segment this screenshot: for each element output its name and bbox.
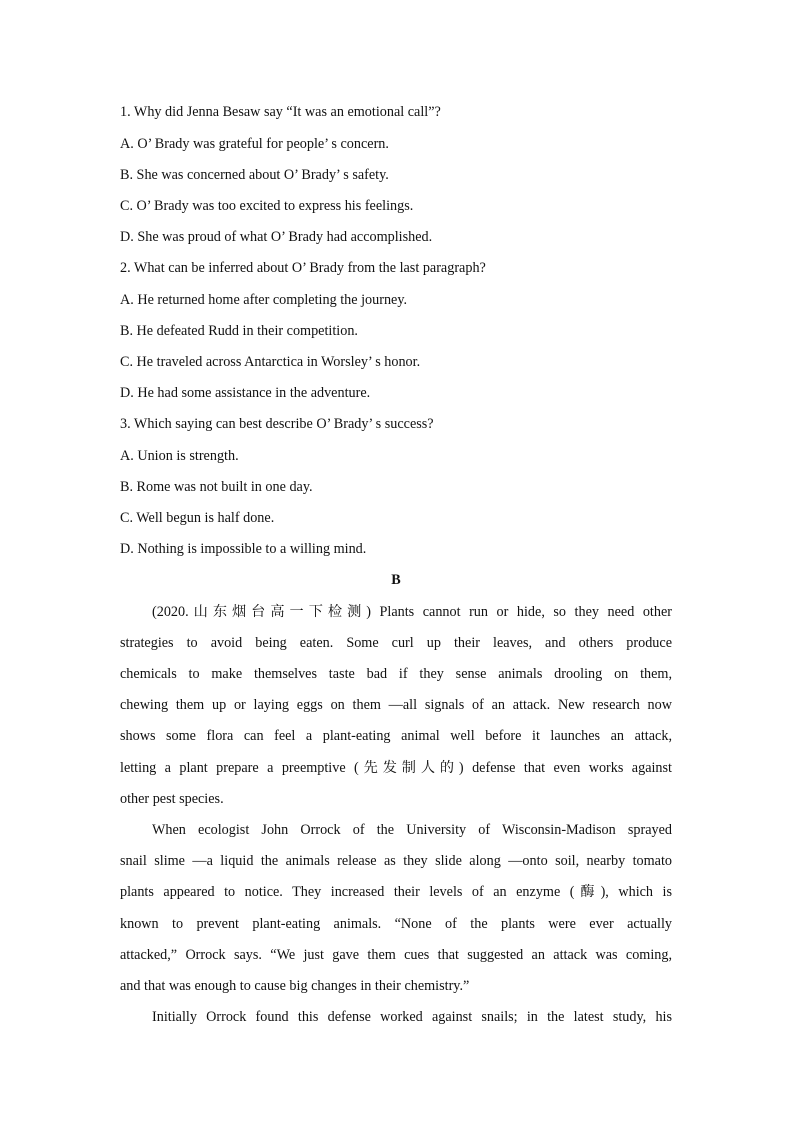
question-2-option-d: D. He had some assistance in the adventure. [120, 385, 371, 401]
question-2-option-b: B. He defeated Rudd in their competition. [120, 323, 358, 339]
paragraph-1-line-3: chemicals to make themselves taste bad if they sense animals drooling on them, [120, 666, 672, 682]
question-1-option-b: B. She was concerned about O’ Brady’ s safety. [120, 167, 389, 183]
question-1-option-c: C. O’ Brady was too excited to express his feelings. [120, 198, 414, 214]
paragraph-2-line-2: snail slime —a liquid the animals release as they slide along —onto soil, nearby tomato [120, 853, 672, 869]
question-1-option-d: D. She was proud of what O’ Brady had accomplished. [120, 229, 433, 245]
paragraph-1-line-5: shows some flora can feel a plant-eating animal well before it launches an attack, [120, 728, 672, 744]
question-1-stem: 1. Why did Jenna Besaw say “It was an emotional call”? [120, 104, 441, 120]
paragraph-1-line-7: other pest species. [120, 791, 224, 807]
question-3-option-a: A. Union is strength. [120, 448, 239, 464]
paragraph-1-line-6: letting a plant prepare a preemptive (先发制人的) defense that even works against [120, 760, 672, 776]
paragraph-2-line-5: attacked,” Orrock says. “We just gave them cues that suggested an attack was coming, [120, 947, 672, 963]
question-2-option-c: C. He traveled across Antarctica in Worsley’ s honor. [120, 354, 421, 370]
paragraph-2-line-4: known to prevent plant-eating animals. “None of the plants were ever actually [120, 916, 672, 932]
paragraph-1-line-4: chewing them up or laying eggs on them —all signals of an attack. New research now [120, 697, 672, 713]
question-2-option-a: A. He returned home after completing the journey. [120, 292, 408, 308]
question-2-stem: 2. What can be inferred about O’ Brady from the last paragraph? [120, 260, 486, 276]
question-3-option-b: B. Rome was not built in one day. [120, 479, 313, 495]
question-3-option-d: D. Nothing is impossible to a willing mind. [120, 541, 367, 557]
question-1-option-a: A. O’ Brady was grateful for people’ s concern. [120, 136, 389, 152]
paragraph-2-line-1: When ecologist John Orrock of the University of Wisconsin-Madison sprayed [152, 822, 672, 838]
paragraph-2-line-3: plants appeared to notice. They increased their levels of an enzyme (酶), which is [120, 884, 672, 900]
question-3-option-c: C. Well begun is half done. [120, 510, 275, 526]
paragraph-1-line-2: strategies to avoid being eaten. Some curl up their leaves, and others produce [120, 635, 672, 651]
passage-heading: B [391, 572, 401, 588]
paragraph-1-line-1: (2020.山东烟台高一下检测) Plants cannot run or hide, so they need other [152, 604, 672, 620]
paragraph-2-line-6: and that was enough to cause big changes in their chemistry.” [120, 978, 470, 994]
question-3-stem: 3. Which saying can best describe O’ Brady’ s success? [120, 416, 434, 432]
paragraph-3-line-1: Initially Orrock found this defense worked against snails; in the latest study, his [152, 1009, 672, 1025]
